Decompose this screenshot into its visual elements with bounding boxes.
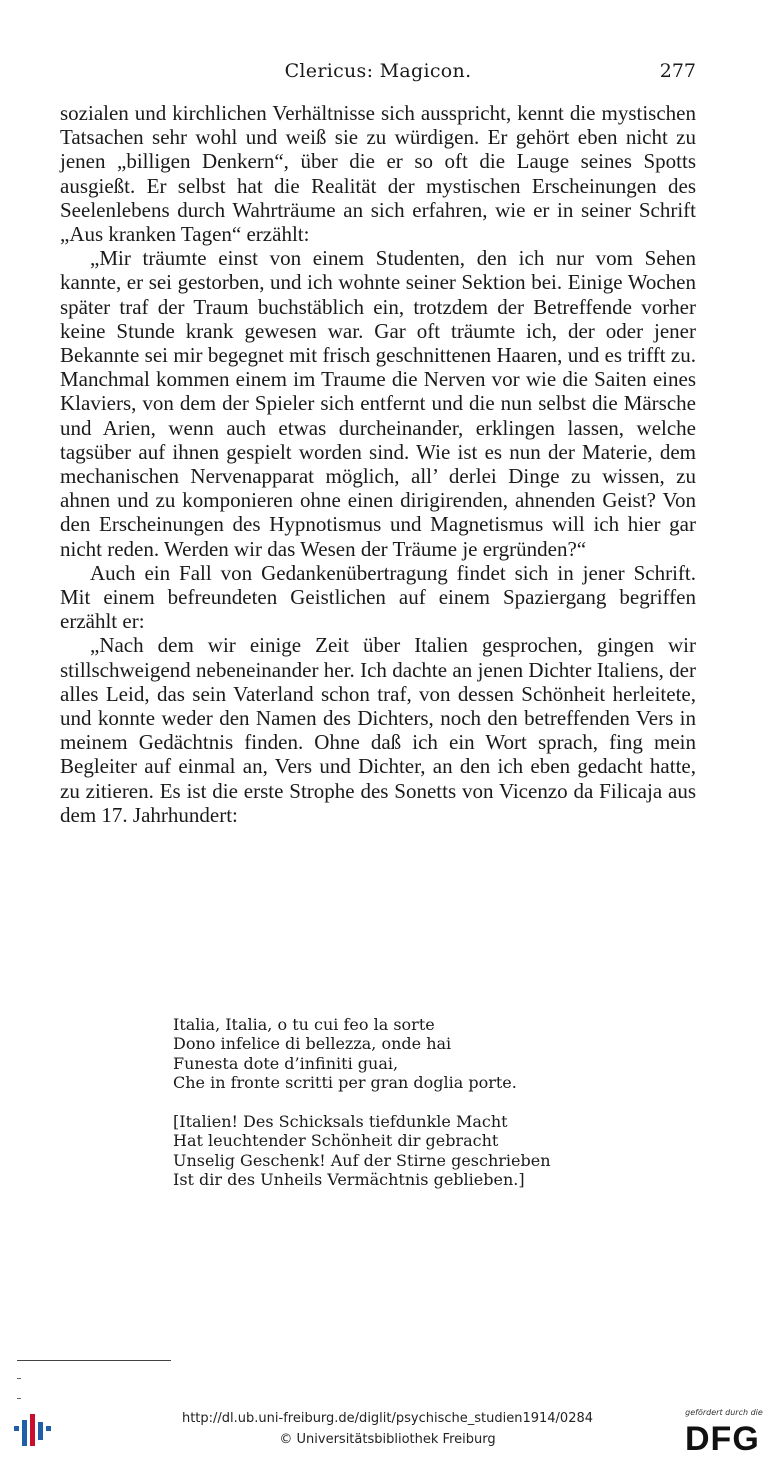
dfg-logo-icon <box>683 1420 763 1454</box>
poem-line: Funesta dote d’infiniti guai, <box>173 1053 399 1073</box>
paragraph: „Nach dem wir einige Zeit über Italien gesprochen, gingen wir stillschweigend nebeneinander her. Ich dachte an jenen Dichter Italiens, der alles Leid, das sein Vaterland schon traf, von dessen Schönheit herleitete, und konnte weder den Namen des Dichters, noch den betreffenden Vers in meinem Gedächtnis finden. Ohne daß ich ein Wort sprach, fing mein Begleiter auf einmal an, Vers und Dichter, an den ich eben gedacht hatte, zu zitieren. Es ist die erste Strophe des Sonetts von Vicenzo da Filicaja aus dem 17. Jahrhundert: <box>60 633 696 827</box>
poem-line: Unselig Geschenk! Auf der Stirne geschrieben <box>173 1150 551 1170</box>
dfg-caption: gefördert durch die <box>685 1408 763 1417</box>
poem-line: Dono infelice di bellezza, onde hai <box>173 1034 452 1054</box>
copyright-notice: © Universitätsbibliothek Freiburg <box>279 1432 496 1447</box>
poem-line: [Italien! Des Schicksals tiefdunkle Macht <box>173 1112 508 1131</box>
paragraph: „Mir träumte einst von einem Studenten, den ich nur vom Sehen kannte, er sei gestorben, und ich wohnte seiner Sektion bei. Einige Wochen später traf der Traum buchstäblich ein, trotzdem der Betreffende vorher keine Stunde krank gewesen war. Gar oft träumte ich, der oder jener Bekannte sei mir begegnet mit frisch geschnittenen Haaren, und es trifft zu. Manchmal kommen einem im Traume die Nerven vor wie die Saiten eines Klaviers, von dem der Spieler sich entfernt und die nun selbst die Märsche und Arien, wenn auch etwas durcheinander, erklingen lassen, welche tagsüber auf ihnen gespielt worden sind. Wie ist es nun der Materie, dem mechanischen Nervenapparat möglich, all’ derlei Dinge zu wissen, zu ahnen und zu komponieren ohne einen dirigirenden, ahnenden Geist? Von den Erscheinungen des Hypnotismus und Magnetismus will ich hier gar nicht reden. Werden wir das Wesen der Träume je ergründen?“ <box>60 246 696 561</box>
running-title: Clericus: Magicon. <box>284 60 472 82</box>
page-number: 277 <box>659 60 696 82</box>
paragraph: sozialen und kirchlichen Verhältnisse sich ausspricht, kennt die mystischen Tatsachen sehr wohl und weiß sie zu würdigen. Er gehört eben nicht zu jenen „billigen Denkern“, über die er so oft die Lauge seines Spotts ausgießt. Er selbst hat die Realität der mystischen Erscheinungen des Seelenlebens durch Wahrträume an sich erfahren, wie er in seiner Schrift „Aus kranken Tagen“ erzählt: <box>60 101 696 247</box>
poem-line: Che in fronte scritti per gran doglia porte. <box>173 1073 517 1093</box>
poem-italian <box>173 1015 643 1093</box>
poem-german-translation <box>173 1112 643 1190</box>
svg-text:DFG: DFG <box>685 1420 760 1454</box>
margin-mark <box>17 1378 21 1379</box>
source-url-link[interactable]: http://dl.ub.uni-freiburg.de/diglit/psychische_studien1914/0284 <box>181 1411 594 1426</box>
margin-mark <box>17 1398 21 1399</box>
footnote-rule <box>17 1360 171 1361</box>
poem-line: Italia, Italia, o tu cui feo la sorte <box>173 1015 435 1034</box>
footer <box>0 1405 775 1457</box>
paragraph: Auch ein Fall von Gedankenübertragung findet sich in jener Schrift. Mit einem befreundeten Geistlichen auf einem Spaziergang begriffen erzählt er: <box>60 560 696 634</box>
dfg-badge <box>683 1408 765 1454</box>
poem-line: Hat leuchtender Schönheit dir gebracht <box>173 1131 499 1151</box>
body-text <box>60 101 696 827</box>
page-header <box>60 60 696 86</box>
poem-line: Ist dir des Unheils Vermächtnis geblieben.] <box>173 1170 525 1190</box>
